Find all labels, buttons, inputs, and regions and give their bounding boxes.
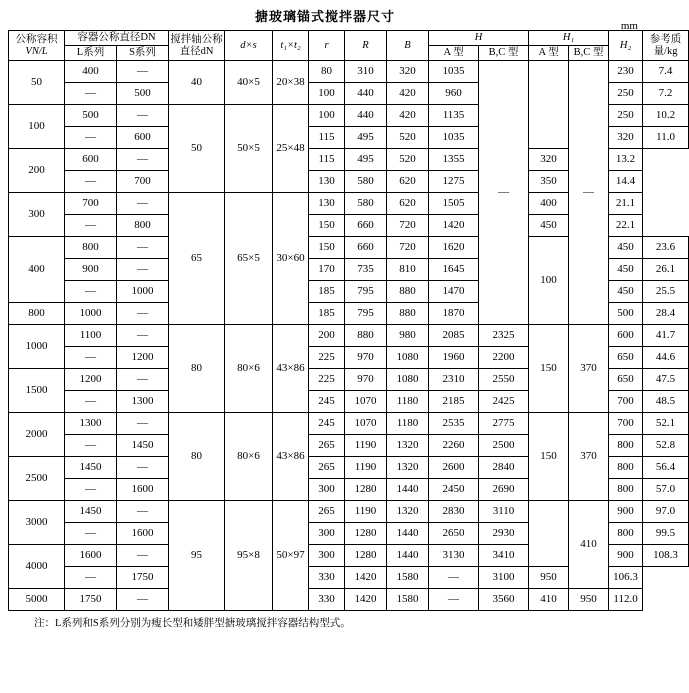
cell-series-l: 1600 xyxy=(65,545,117,567)
cell-H-a: 2830 xyxy=(429,501,479,523)
header-h1-type-a: A 型 xyxy=(529,46,569,61)
cell-H-bc: 2690 xyxy=(479,479,529,501)
table-row xyxy=(9,325,689,347)
cell-mass: 41.7 xyxy=(643,325,689,347)
cell-H2: 500 xyxy=(609,303,643,325)
cell-series-s: — xyxy=(117,105,169,127)
cell-H-a: 1870 xyxy=(429,303,479,325)
cell-B: 720 xyxy=(387,215,429,237)
header-H: H xyxy=(429,31,529,46)
header-nominal-volume-cn: 公称容积 xyxy=(15,33,58,45)
cell-series-l: — xyxy=(65,347,117,369)
cell-H-a: 2185 xyxy=(429,391,479,413)
cell-B: 720 xyxy=(387,237,429,259)
cell-H1-bc-merged: — xyxy=(569,61,609,325)
cell-B: 1440 xyxy=(387,545,429,567)
cell-mass: 14.4 xyxy=(609,171,643,193)
cell-r: 80 xyxy=(309,61,345,83)
cell-series-l: 400 xyxy=(65,61,117,83)
header-series-s: S系列 xyxy=(117,46,169,61)
cell-mass: 52.8 xyxy=(643,435,689,457)
cell-vn: 4000 xyxy=(9,545,65,589)
cell-series-s: 1000 xyxy=(117,281,169,303)
cell-series-l: — xyxy=(65,83,117,105)
cell-H1-bc: 410 xyxy=(529,589,569,611)
cell-series-l: — xyxy=(65,435,117,457)
cell-H2: 350 xyxy=(529,171,569,193)
cell-H2: 900 xyxy=(609,545,643,567)
cell-series-l: 800 xyxy=(65,237,117,259)
header-nominal-volume-unit: VN/L xyxy=(25,45,48,57)
cell-R: 1190 xyxy=(345,435,387,457)
cell-r: 100 xyxy=(309,83,345,105)
cell-H1-bc: 410 xyxy=(569,501,609,589)
cell-shaft-dn: 50 xyxy=(169,105,225,193)
cell-mass: 10.2 xyxy=(643,105,689,127)
cell-B: 1580 xyxy=(387,567,429,589)
cell-R: 1070 xyxy=(345,413,387,435)
table-row xyxy=(9,413,689,435)
header-h-type-a: A 型 xyxy=(429,46,479,61)
cell-H2: 320 xyxy=(609,127,643,149)
cell-R: 1190 xyxy=(345,457,387,479)
cell-mass: 48.5 xyxy=(643,391,689,413)
cell-r: 200 xyxy=(309,325,345,347)
cell-H-bc: 3110 xyxy=(479,501,529,523)
cell-B: 520 xyxy=(387,149,429,171)
cell-H2: 400 xyxy=(529,193,569,215)
cell-series-s: — xyxy=(117,303,169,325)
cell-series-s: 1450 xyxy=(117,435,169,457)
cell-vn: 100 xyxy=(9,105,65,149)
cell-series-s: 500 xyxy=(117,83,169,105)
header-H2: H₂ xyxy=(609,31,643,61)
cell-H2: 250 xyxy=(609,105,643,127)
cell-series-l: — xyxy=(65,171,117,193)
cell-R: 1280 xyxy=(345,545,387,567)
cell-series-s: — xyxy=(117,545,169,567)
cell-H-a: 2310 xyxy=(429,369,479,391)
cell-B: 1320 xyxy=(387,501,429,523)
cell-series-l: 900 xyxy=(65,259,117,281)
cell-series-l: — xyxy=(65,479,117,501)
cell-mass: 99.5 xyxy=(643,523,689,545)
cell-R: 1280 xyxy=(345,479,387,501)
cell-H2: 950 xyxy=(569,589,609,611)
cell-series-s: — xyxy=(117,413,169,435)
cell-dxs: 65×5 xyxy=(225,193,273,325)
cell-series-s: — xyxy=(117,457,169,479)
cell-series-l: 600 xyxy=(65,149,117,171)
header-dxs: d×s xyxy=(225,31,273,61)
cell-r: 115 xyxy=(309,149,345,171)
cell-r: 245 xyxy=(309,413,345,435)
cell-B: 1180 xyxy=(387,413,429,435)
cell-H-a: — xyxy=(429,567,479,589)
cell-H-a: 1135 xyxy=(429,105,479,127)
cell-mass: 11.0 xyxy=(643,127,689,149)
cell-H-bc: 2200 xyxy=(479,347,529,369)
header-H1: H₁ xyxy=(529,31,609,46)
cell-R: 735 xyxy=(345,259,387,281)
cell-series-s: 700 xyxy=(117,171,169,193)
cell-H2: 650 xyxy=(609,369,643,391)
cell-r: 225 xyxy=(309,347,345,369)
header-R: R xyxy=(345,31,387,61)
cell-H2: 800 xyxy=(609,457,643,479)
cell-mass: 44.6 xyxy=(643,347,689,369)
unit-label: mm xyxy=(620,20,638,32)
cell-H-bc: 2425 xyxy=(479,391,529,413)
cell-H2: 450 xyxy=(609,237,643,259)
cell-mass: 57.0 xyxy=(643,479,689,501)
cell-H-bc: 3560 xyxy=(479,589,529,611)
cell-series-l: 1450 xyxy=(65,501,117,523)
cell-R: 1420 xyxy=(345,589,387,611)
cell-H-bc: 3410 xyxy=(479,545,529,567)
cell-series-l: — xyxy=(65,567,117,589)
cell-series-l: 1000 xyxy=(65,303,117,325)
cell-H1-a: 100 xyxy=(529,237,569,325)
header-nominal-volume xyxy=(9,31,65,61)
cell-vn: 1000 xyxy=(9,325,65,369)
cell-mass: 56.4 xyxy=(643,457,689,479)
cell-shaft-dn: 95 xyxy=(169,501,225,611)
cell-r: 265 xyxy=(309,501,345,523)
cell-dxs: 95×8 xyxy=(225,501,273,611)
cell-series-l: — xyxy=(65,523,117,545)
cell-mass: 106.3 xyxy=(609,567,643,589)
cell-H-a: 3130 xyxy=(429,545,479,567)
cell-R: 495 xyxy=(345,149,387,171)
cell-H2: 320 xyxy=(529,149,569,171)
cell-H-a: 2085 xyxy=(429,325,479,347)
cell-R: 970 xyxy=(345,347,387,369)
cell-R: 660 xyxy=(345,237,387,259)
cell-H-a: 1470 xyxy=(429,281,479,303)
cell-H-a: 2450 xyxy=(429,479,479,501)
cell-B: 1080 xyxy=(387,369,429,391)
cell-H2: 900 xyxy=(609,501,643,523)
cell-mass: 7.2 xyxy=(643,83,689,105)
cell-r: 300 xyxy=(309,523,345,545)
cell-t1t2: 20×38 xyxy=(273,61,309,105)
cell-H2: 700 xyxy=(609,413,643,435)
cell-series-s: 600 xyxy=(117,127,169,149)
cell-dxs: 80×6 xyxy=(225,413,273,501)
cell-series-l: 1300 xyxy=(65,413,117,435)
cell-R: 970 xyxy=(345,369,387,391)
cell-H2: 650 xyxy=(609,347,643,369)
page-title: 搪玻璃锚式搅拌器尺寸 xyxy=(254,9,395,24)
cell-H-bc: 2930 xyxy=(479,523,529,545)
cell-r: 185 xyxy=(309,281,345,303)
cell-H1-a: 150 xyxy=(529,413,569,501)
cell-H2: 800 xyxy=(609,435,643,457)
cell-H2: 800 xyxy=(609,479,643,501)
cell-series-l: 500 xyxy=(65,105,117,127)
cell-R: 1190 xyxy=(345,501,387,523)
cell-r: 130 xyxy=(309,171,345,193)
cell-r: 130 xyxy=(309,193,345,215)
cell-series-l: 700 xyxy=(65,193,117,215)
cell-mass: 26.1 xyxy=(643,259,689,281)
cell-vn: 3000 xyxy=(9,501,65,545)
cell-series-l: 1750 xyxy=(65,589,117,611)
cell-r: 115 xyxy=(309,127,345,149)
cell-vn: 400 xyxy=(9,237,65,303)
cell-mass: 52.1 xyxy=(643,413,689,435)
cell-H1-a: 150 xyxy=(529,325,569,413)
cell-R: 1420 xyxy=(345,567,387,589)
cell-mass: 22.1 xyxy=(609,215,643,237)
cell-H2: 800 xyxy=(609,523,643,545)
cell-H1-bc: 370 xyxy=(569,325,609,413)
cell-H1-a xyxy=(529,61,569,149)
cell-series-l: — xyxy=(65,391,117,413)
header-mass: 参考质量/kg xyxy=(643,31,689,61)
header-h1-type-bc: B,C 型 xyxy=(569,46,609,61)
cell-R: 795 xyxy=(345,303,387,325)
cell-R: 580 xyxy=(345,171,387,193)
cell-H-bc: 2550 xyxy=(479,369,529,391)
cell-H-a: 2650 xyxy=(429,523,479,545)
cell-H-a: 1275 xyxy=(429,171,479,193)
cell-series-s: — xyxy=(117,501,169,523)
cell-H-a: 1505 xyxy=(429,193,479,215)
cell-series-s: — xyxy=(117,259,169,281)
header-series-l: L系列 xyxy=(65,46,117,61)
cell-B: 880 xyxy=(387,303,429,325)
cell-H-a: 2600 xyxy=(429,457,479,479)
cell-dxs: 80×6 xyxy=(225,325,273,413)
cell-series-l: 1450 xyxy=(65,457,117,479)
cell-series-s: — xyxy=(117,589,169,611)
cell-H2: 700 xyxy=(609,391,643,413)
cell-shaft-dn: 40 xyxy=(169,61,225,105)
cell-t1t2: 30×60 xyxy=(273,193,309,325)
cell-vn: 300 xyxy=(9,193,65,237)
cell-series-s: — xyxy=(117,61,169,83)
cell-r: 100 xyxy=(309,105,345,127)
cell-H-a: 960 xyxy=(429,83,479,105)
cell-H-bc: 2840 xyxy=(479,457,529,479)
cell-B: 320 xyxy=(387,61,429,83)
cell-B: 1580 xyxy=(387,589,429,611)
cell-H-a: 1035 xyxy=(429,127,479,149)
cell-t1t2: 43×86 xyxy=(273,325,309,413)
cell-H2: 450 xyxy=(609,259,643,281)
cell-series-s: — xyxy=(117,237,169,259)
cell-H-bc: 2500 xyxy=(479,435,529,457)
cell-R: 440 xyxy=(345,105,387,127)
cell-series-s: 1300 xyxy=(117,391,169,413)
cell-H2: 450 xyxy=(609,281,643,303)
cell-shaft-dn: 80 xyxy=(169,325,225,413)
cell-H-bc: 2325 xyxy=(479,325,529,347)
cell-mass: 7.4 xyxy=(643,61,689,83)
cell-vn: 1500 xyxy=(9,369,65,413)
cell-vn: 2500 xyxy=(9,457,65,501)
cell-H-a: 1035 xyxy=(429,61,479,83)
cell-dxs: 40×5 xyxy=(225,61,273,105)
cell-mass: 47.5 xyxy=(643,369,689,391)
cell-H-a: 2535 xyxy=(429,413,479,435)
cell-H2: 250 xyxy=(609,83,643,105)
cell-r: 300 xyxy=(309,479,345,501)
cell-series-s: — xyxy=(117,149,169,171)
cell-r: 330 xyxy=(309,567,345,589)
cell-B: 1320 xyxy=(387,435,429,457)
cell-B: 980 xyxy=(387,325,429,347)
cell-r: 185 xyxy=(309,303,345,325)
cell-H-a: 2260 xyxy=(429,435,479,457)
cell-series-l: — xyxy=(65,215,117,237)
cell-R: 580 xyxy=(345,193,387,215)
header-vessel-dn: 容器公称直径DN xyxy=(65,31,169,46)
cell-series-l: 1200 xyxy=(65,369,117,391)
cell-B: 420 xyxy=(387,83,429,105)
cell-R: 1280 xyxy=(345,523,387,545)
table-row xyxy=(9,501,689,523)
cell-series-s: 1200 xyxy=(117,347,169,369)
cell-R: 495 xyxy=(345,127,387,149)
cell-H-a: 1645 xyxy=(429,259,479,281)
header-r: r xyxy=(309,31,345,61)
cell-B: 1080 xyxy=(387,347,429,369)
cell-mass: 23.6 xyxy=(643,237,689,259)
dimensions-table xyxy=(8,30,689,611)
cell-dxs: 50×5 xyxy=(225,105,273,193)
cell-R: 310 xyxy=(345,61,387,83)
cell-t1t2: 43×86 xyxy=(273,413,309,501)
cell-R: 440 xyxy=(345,83,387,105)
cell-vn: 50 xyxy=(9,61,65,105)
cell-B: 520 xyxy=(387,127,429,149)
cell-r: 150 xyxy=(309,237,345,259)
cell-H1-a xyxy=(529,501,569,567)
cell-H-bc-merged: — xyxy=(479,61,529,325)
cell-shaft-dn: 80 xyxy=(169,413,225,501)
header-B: B xyxy=(387,31,429,61)
cell-mass: 97.0 xyxy=(643,501,689,523)
cell-H-a: — xyxy=(429,589,479,611)
cell-H-a: 1620 xyxy=(429,237,479,259)
cell-r: 150 xyxy=(309,215,345,237)
cell-vn: 2000 xyxy=(9,413,65,457)
cell-mass: 112.0 xyxy=(609,589,643,611)
cell-B: 1320 xyxy=(387,457,429,479)
cell-H2: 950 xyxy=(529,567,569,589)
cell-r: 265 xyxy=(309,435,345,457)
cell-series-s: 1600 xyxy=(117,479,169,501)
cell-vn: 800 xyxy=(9,303,65,325)
cell-B: 1180 xyxy=(387,391,429,413)
cell-series-l: 1100 xyxy=(65,325,117,347)
cell-mass: 28.4 xyxy=(643,303,689,325)
cell-mass: 13.2 xyxy=(609,149,643,171)
header-shaft-dn: 搅拌轴公称直径dN xyxy=(169,31,225,61)
cell-series-l: — xyxy=(65,127,117,149)
table-row xyxy=(9,589,689,611)
cell-mass: 25.5 xyxy=(643,281,689,303)
cell-B: 1440 xyxy=(387,479,429,501)
cell-mass: 108.3 xyxy=(643,545,689,567)
cell-H2: 450 xyxy=(529,215,569,237)
cell-r: 170 xyxy=(309,259,345,281)
cell-mass: 21.1 xyxy=(609,193,643,215)
cell-vn: 5000 xyxy=(9,589,65,611)
cell-R: 660 xyxy=(345,215,387,237)
cell-vn: 200 xyxy=(9,149,65,193)
cell-t1t2: 50×97 xyxy=(273,501,309,611)
cell-H-a: 1355 xyxy=(429,149,479,171)
cell-series-s: 1750 xyxy=(117,567,169,589)
cell-B: 1440 xyxy=(387,523,429,545)
cell-r: 245 xyxy=(309,391,345,413)
table-body xyxy=(9,61,689,611)
cell-H-a: 1960 xyxy=(429,347,479,369)
cell-B: 810 xyxy=(387,259,429,281)
cell-H-bc: 2775 xyxy=(479,413,529,435)
cell-B: 620 xyxy=(387,171,429,193)
cell-H-bc: 3100 xyxy=(479,567,529,589)
header-t1t2: t₁×t₂ xyxy=(273,31,309,61)
cell-r: 225 xyxy=(309,369,345,391)
cell-series-s: — xyxy=(117,193,169,215)
cell-R: 880 xyxy=(345,325,387,347)
cell-series-s: 1600 xyxy=(117,523,169,545)
cell-H-a: 1420 xyxy=(429,215,479,237)
cell-B: 420 xyxy=(387,105,429,127)
cell-series-l: — xyxy=(65,281,117,303)
cell-series-s: — xyxy=(117,369,169,391)
cell-series-s: 800 xyxy=(117,215,169,237)
cell-R: 795 xyxy=(345,281,387,303)
cell-r: 300 xyxy=(309,545,345,567)
cell-shaft-dn: 65 xyxy=(169,193,225,325)
cell-r: 265 xyxy=(309,457,345,479)
cell-H2: 600 xyxy=(609,325,643,347)
cell-R: 1070 xyxy=(345,391,387,413)
cell-B: 880 xyxy=(387,281,429,303)
cell-series-s: — xyxy=(117,325,169,347)
table-note: 注：L系列和S系列分别为瘦长型和矮胖型搪玻璃搅拌容器结构型式。 xyxy=(34,618,351,630)
cell-B: 620 xyxy=(387,193,429,215)
cell-r: 330 xyxy=(309,589,345,611)
cell-t1t2: 25×48 xyxy=(273,105,309,193)
cell-H1-bc: 370 xyxy=(569,413,609,501)
cell-H2: 230 xyxy=(609,61,643,83)
table-row xyxy=(9,61,689,83)
header-h-type-bc: B,C 型 xyxy=(479,46,529,61)
